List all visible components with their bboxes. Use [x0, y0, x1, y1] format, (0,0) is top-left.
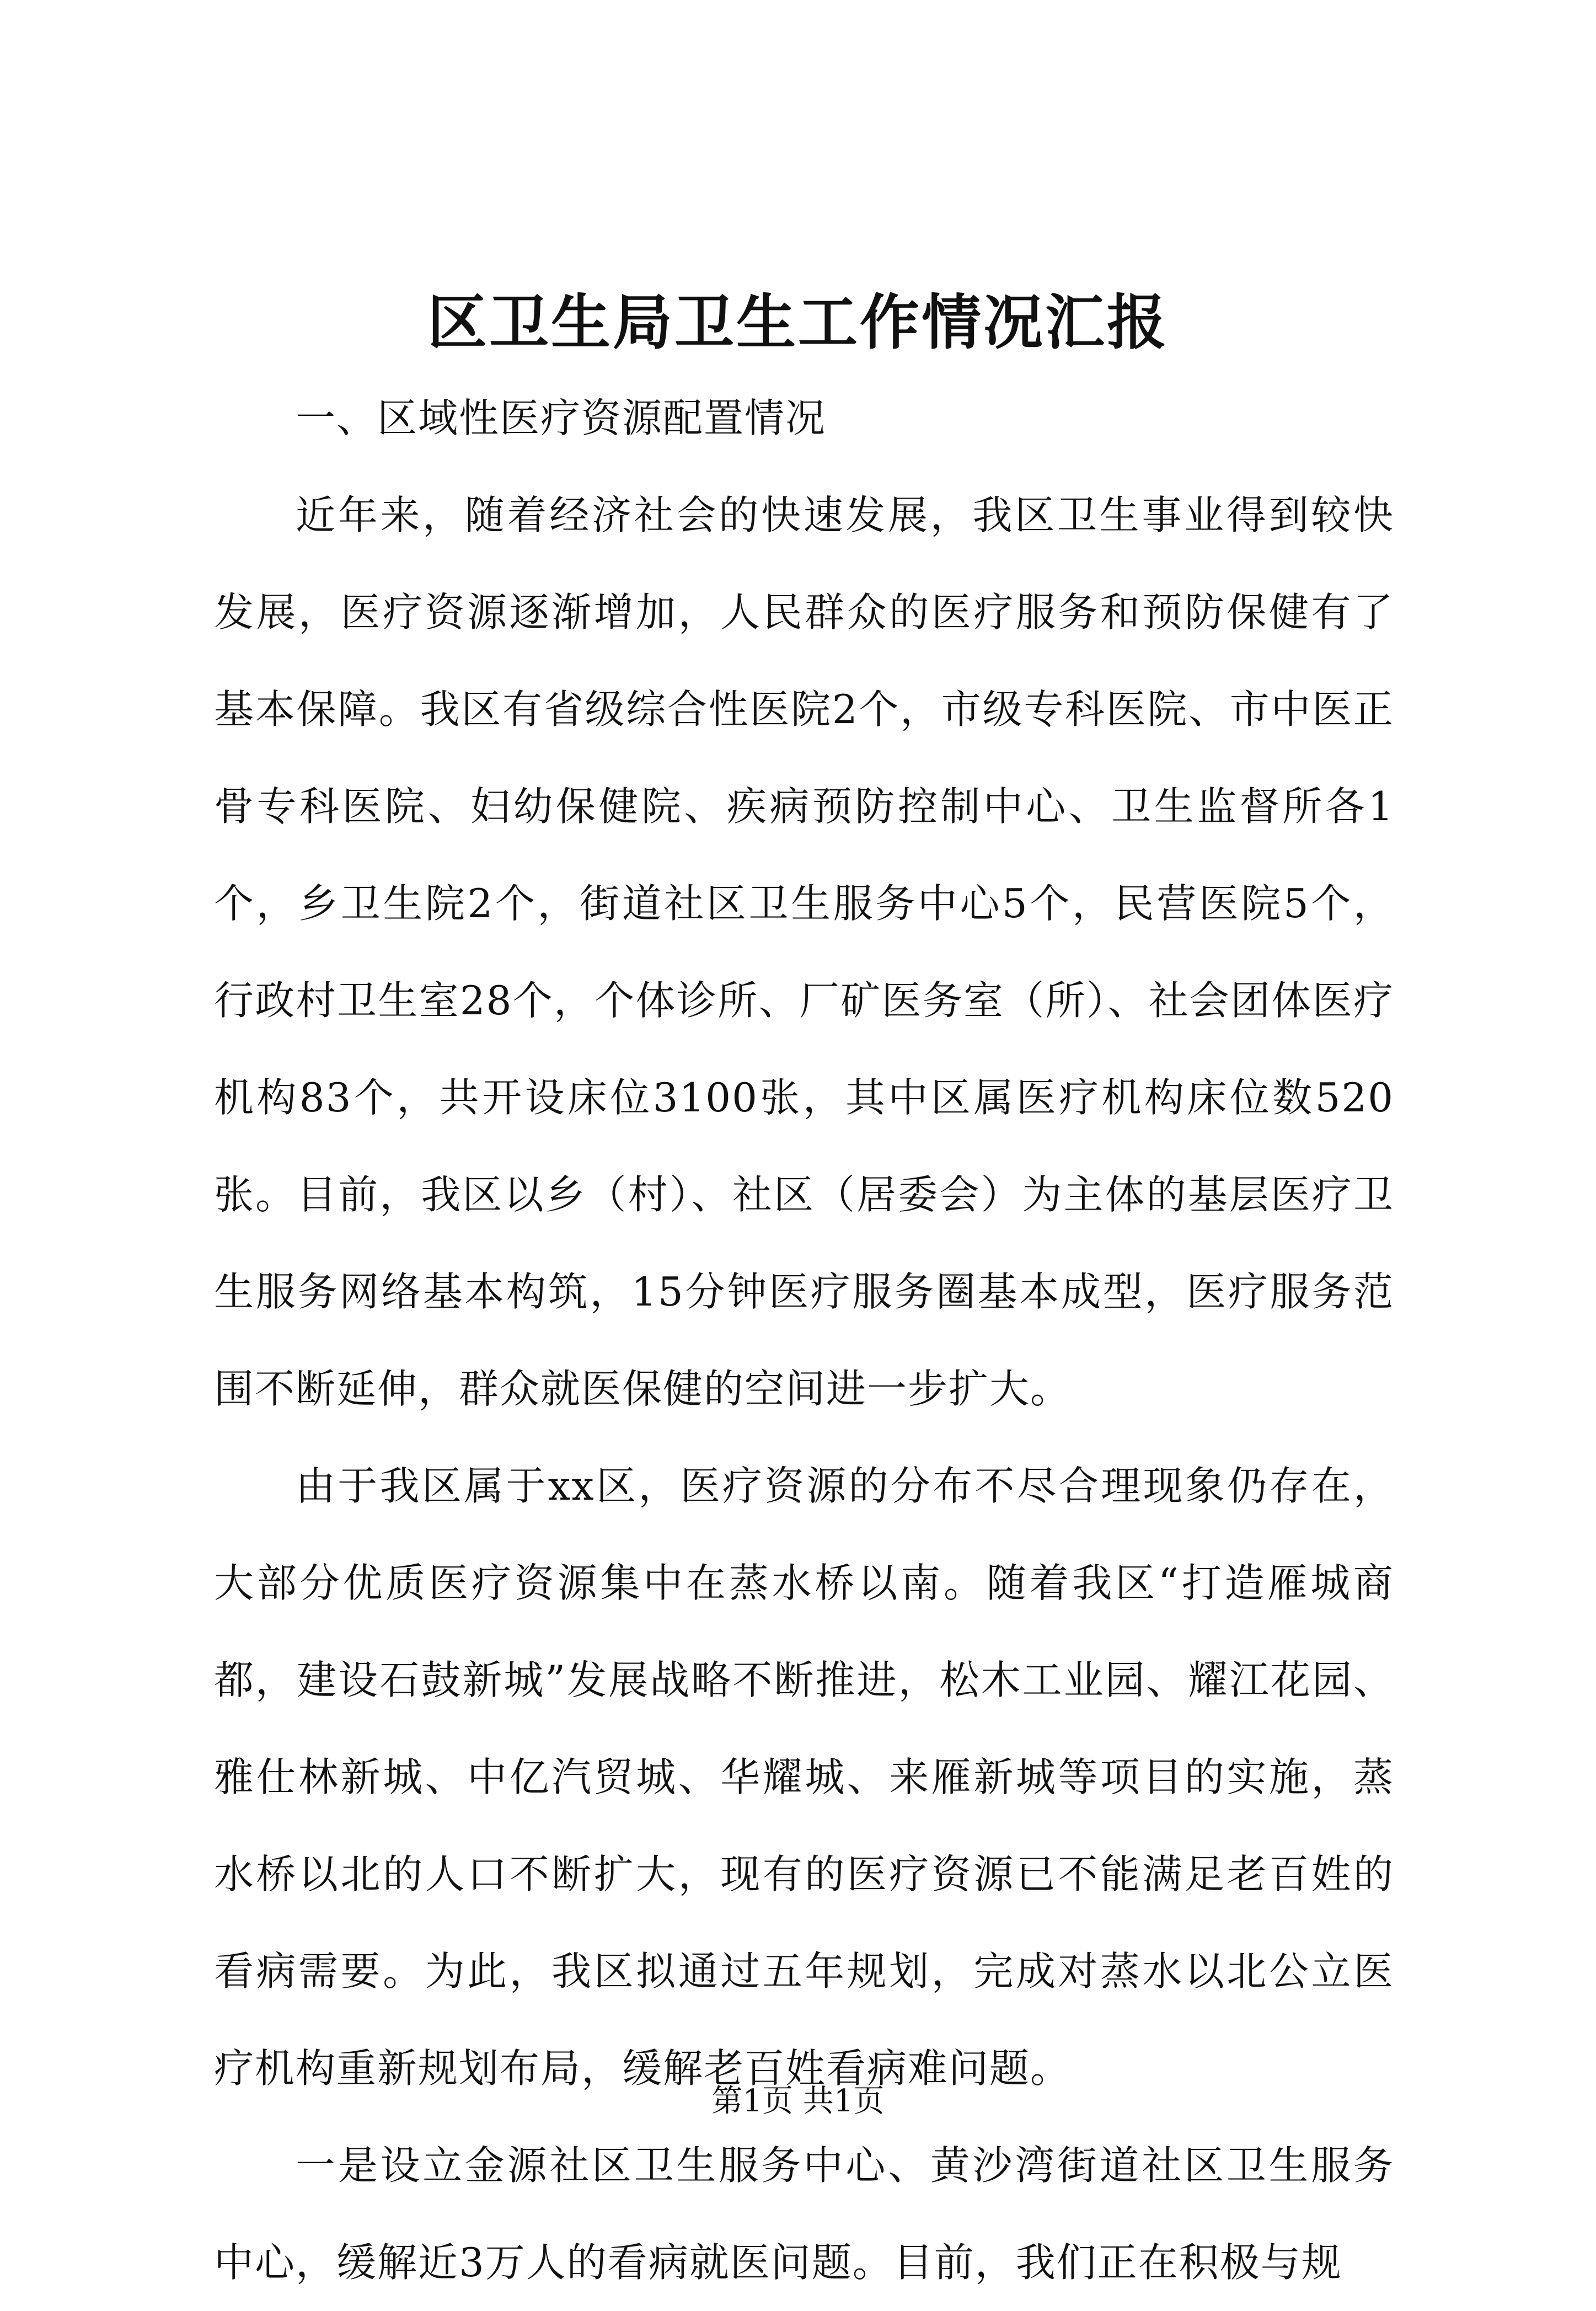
document-body: [214, 370, 1394, 2311]
section-heading: 一、区域性医疗资源配置情况: [296, 395, 827, 441]
document-title: 区卫生局卫生工作情况汇报: [427, 288, 1169, 357]
page-footer: 第1页 共1页: [711, 2083, 885, 2119]
paragraph: 由于我区属于xx区，医疗资源的分布不尽合理现象仍存在，大部分优质医疗资源集中在蒸水桥以南。随着我区“打造雁城商都，建设石鼓新城”发展战略不断推进，松木工业园、耀江花园、雅仕林新城、中亿汽贸城、华耀城、来雁新城等项目的实施，蒸水桥以北的人口不断扩大，现有的医疗资源已不能满足老百姓的看病需要。为此，我区拟通过五年规划，完成对蒸水以北公立医疗机构重新规划布局，缓解老百姓看病难问题。: [214, 1463, 1394, 2091]
paragraph: 一是设立金源社区卫生服务中心、黄沙湾街道社区卫生服务中心，缓解近3万人的看病就医问题。目前，我们正在积极与规: [214, 2142, 1394, 2286]
paragraph: 近年来，随着经济社会的快速发展，我区卫生事业得到较快发展，医疗资源逐渐增加，人民群众的医疗服务和预防保健有了基本保障。我区有省级综合性医院2个，市级专科医院、市中医正骨专科医院、妇幼保健院、疾病预防控制中心、卫生监督所各1个，乡卫生院2个，街道社区卫生服务中心5个，民营医院5个，行政村卫生室28个，个体诊所、厂矿医务室（所）、社会团体医疗机构83个，共开设床位3100张，其中区属医疗机构床位数520张。目前，我区以乡（村）、社区（居委会）为主体的基层医疗卫生服务网络基本构筑，15分钟医疗服务圈基本成型，医疗服务范围不断延伸，群众就医保健的空间进一步扩大。: [214, 492, 1394, 1412]
